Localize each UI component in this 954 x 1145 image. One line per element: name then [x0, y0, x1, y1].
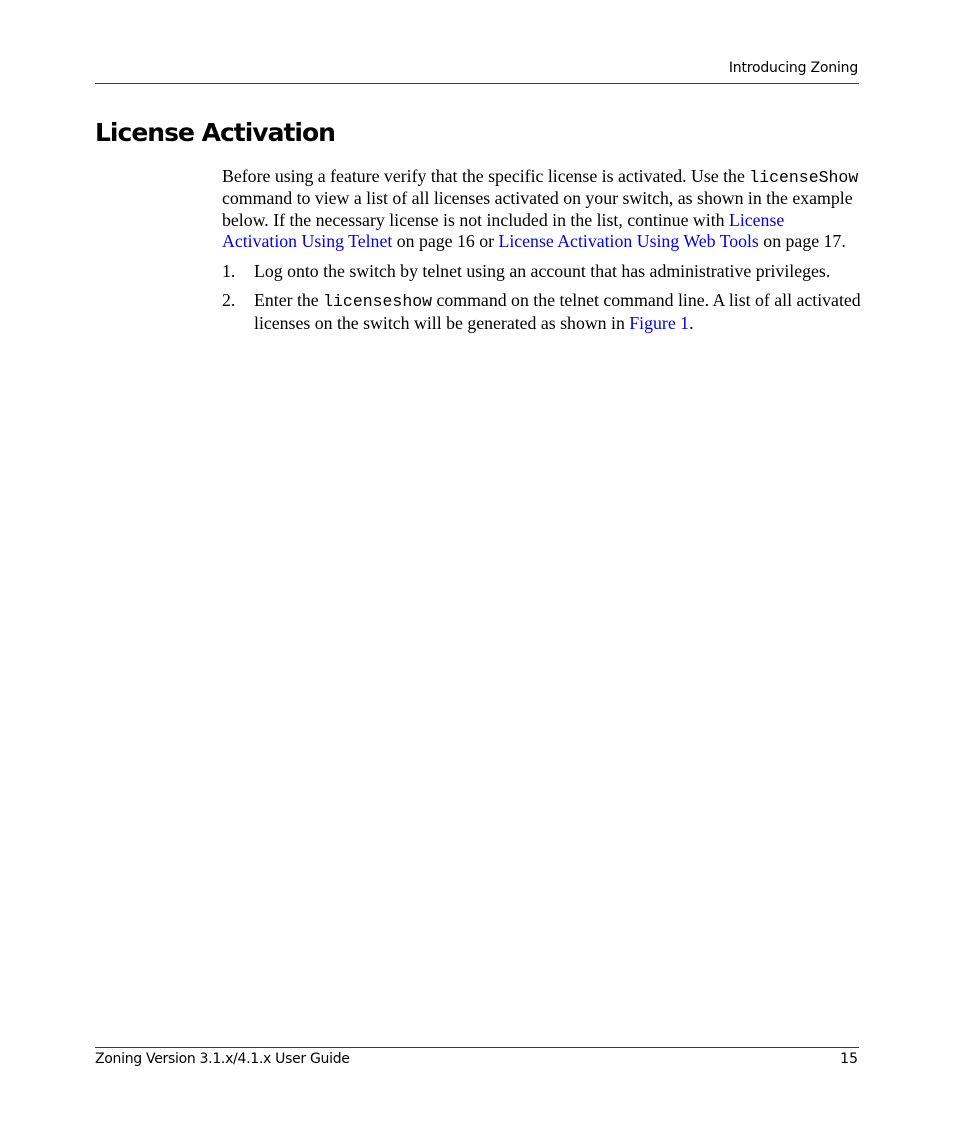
step-text-3: .: [689, 312, 694, 333]
step-text-2: command on the telnet command line. A list of all activated licenses on the switch will be generated as shown in: [254, 290, 861, 333]
link-figure-1[interactable]: Figure 1: [629, 312, 690, 333]
licenseshow-command-step: licenseshow: [323, 292, 433, 312]
step-number: 2.: [222, 290, 236, 311]
running-header: Introducing Zoning: [728, 60, 858, 76]
section-body: [222, 166, 862, 342]
page-number: 15: [840, 1051, 858, 1067]
steps-list: [222, 261, 862, 334]
step-item: [222, 261, 862, 282]
licenseshow-command: licenseShow: [749, 168, 859, 187]
footer-rule: [95, 1047, 859, 1048]
step-item: [222, 290, 862, 334]
section-title: License Activation: [95, 118, 335, 147]
intro-text-2: command to view a list of all licenses activated on your switch, as shown in the example below. If the necessary license is not included in the list, continue with: [222, 188, 853, 230]
intro-paragraph: [222, 166, 862, 252]
intro-text-4: on page 17.: [758, 230, 846, 251]
footer-doc-title: Zoning Version 3.1.x/4.1.x User Guide: [95, 1051, 350, 1067]
step-text: Log onto the switch by telnet using an account that has administrative privileges.: [254, 261, 831, 282]
link-license-activation-web-tools[interactable]: License Activation Using Web Tools: [498, 230, 759, 251]
header-rule: [95, 83, 859, 84]
step-number: 1.: [222, 261, 236, 282]
intro-text-3: on page 16 or: [392, 230, 499, 251]
step-text-1: Enter the: [254, 290, 324, 311]
link-license-activation-telnet[interactable]: License Activation Using Telnet: [222, 209, 785, 251]
intro-text-1: Before using a feature verify that the specific license is activated. Use the: [222, 166, 750, 186]
